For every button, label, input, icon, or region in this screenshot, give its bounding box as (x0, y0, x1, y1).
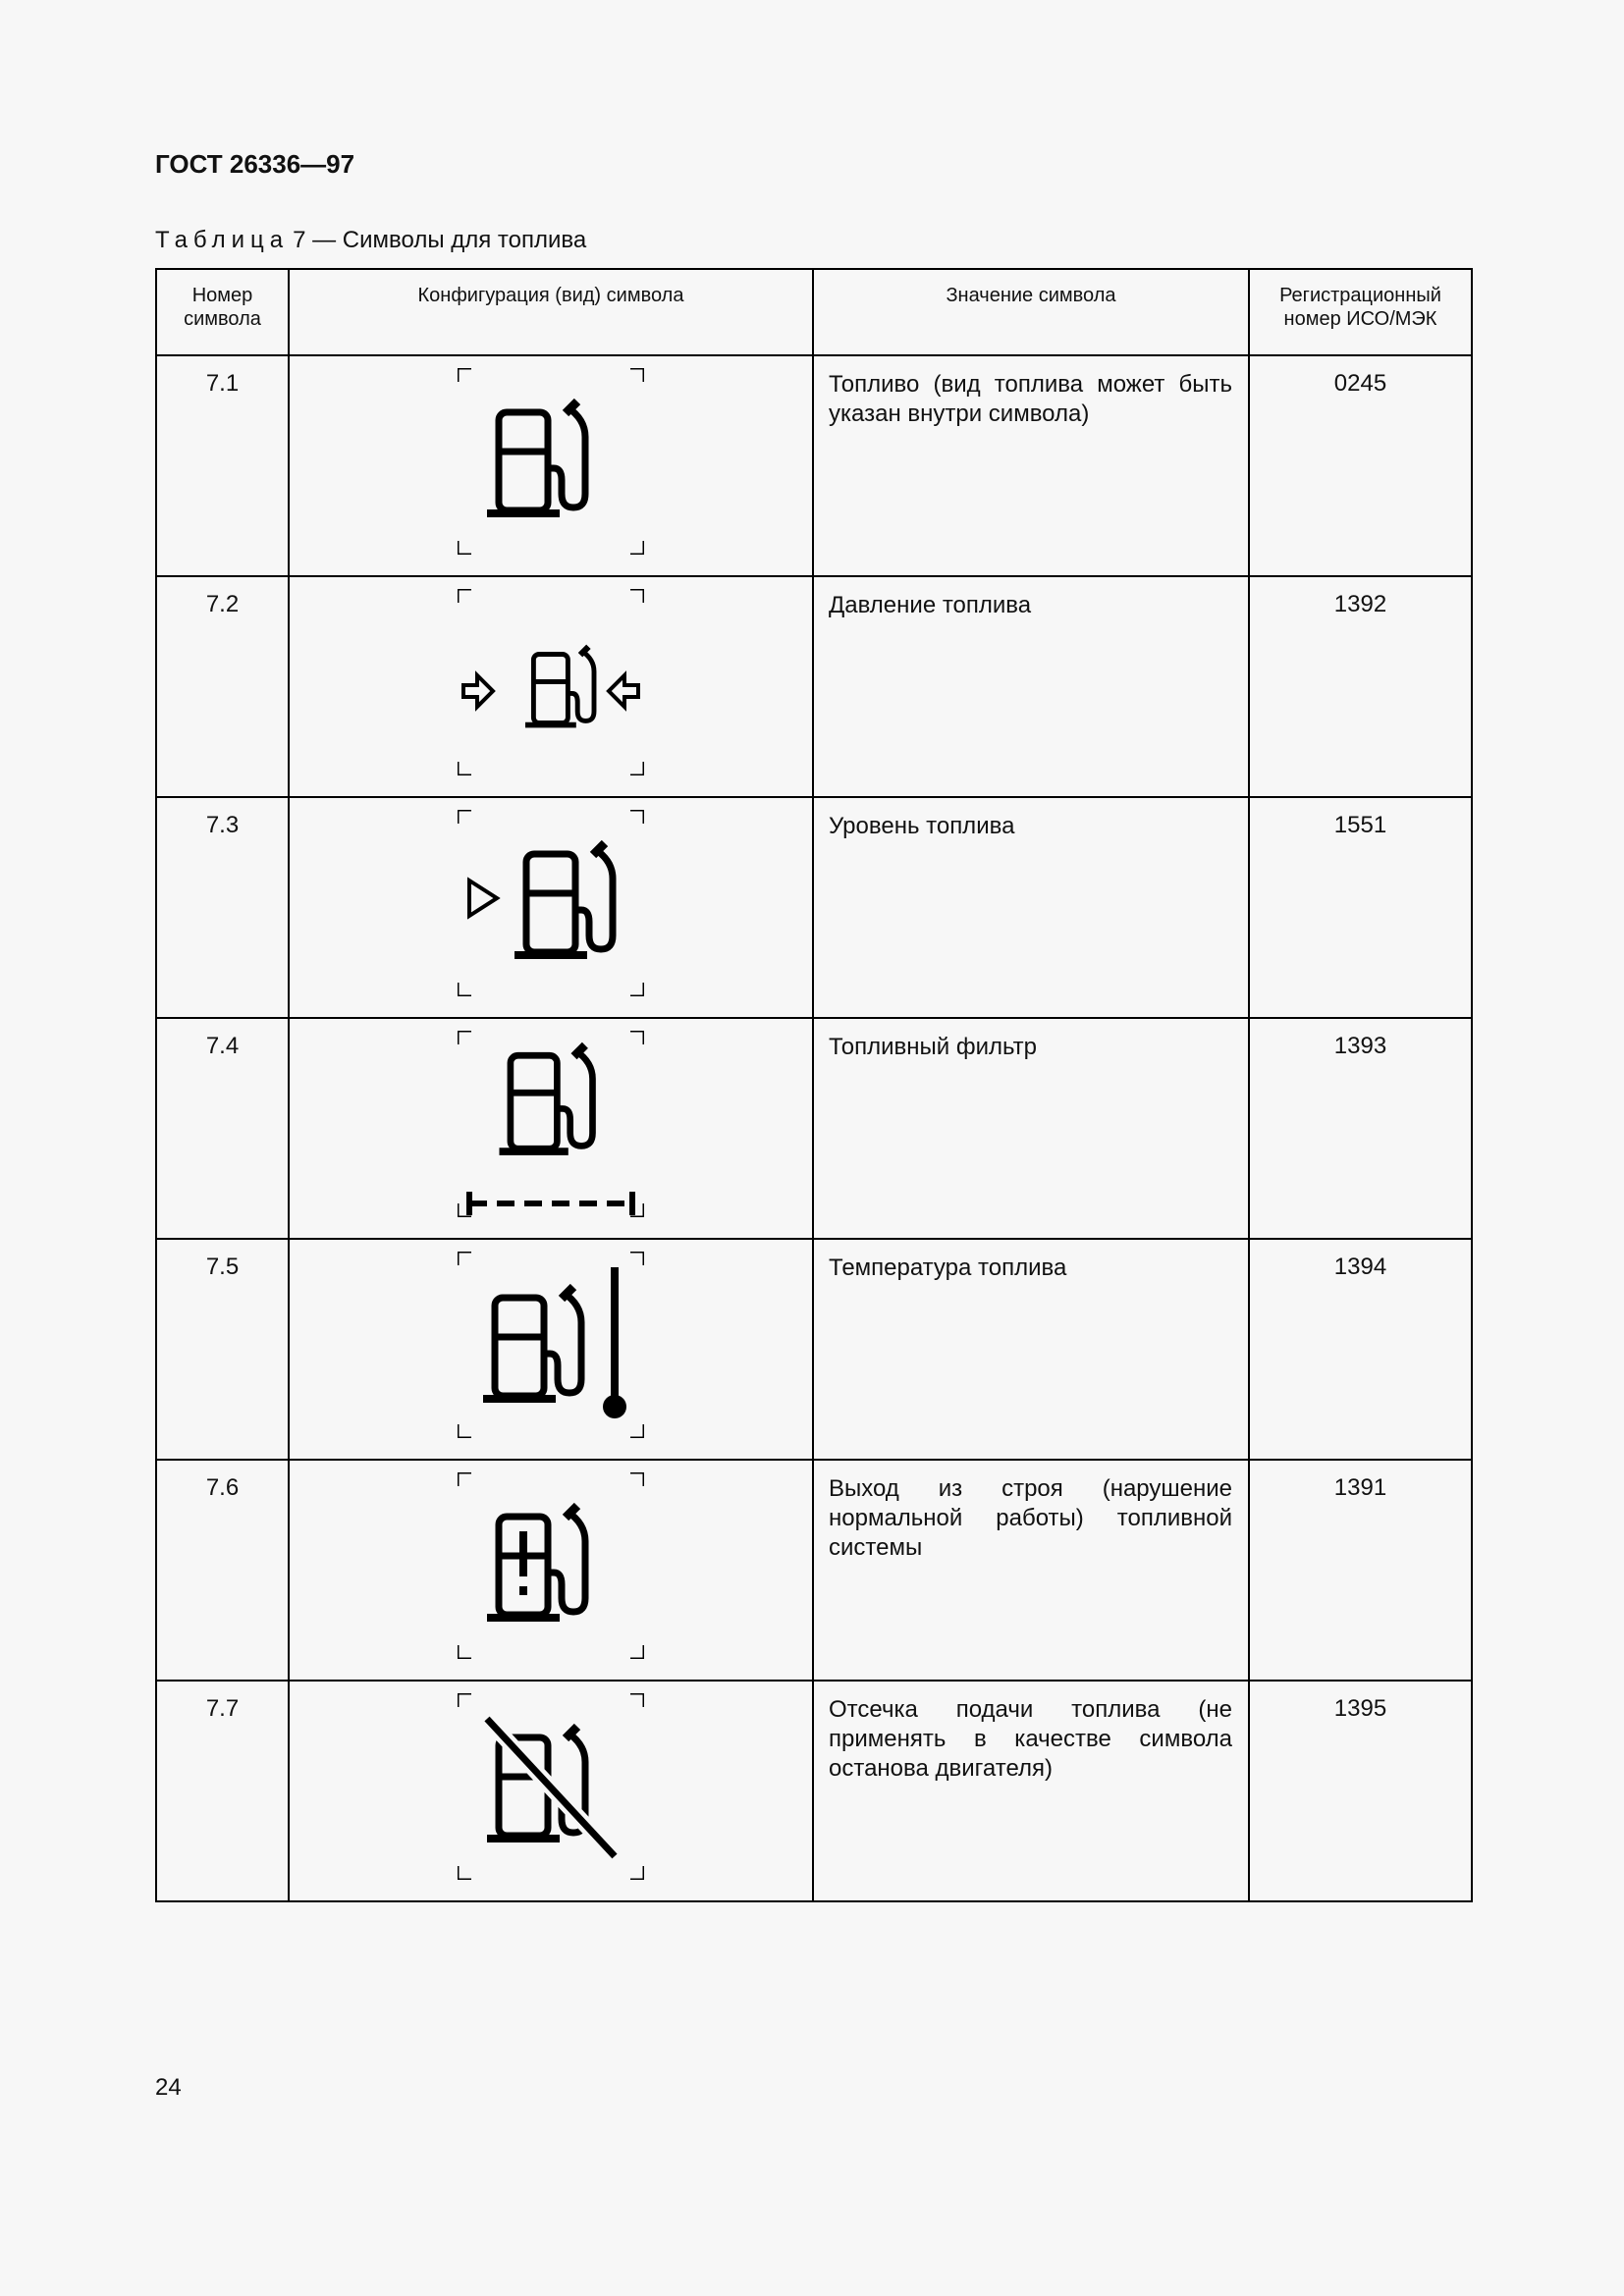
symbol-meaning: Температура топлива (813, 1239, 1249, 1460)
registration-number: 1551 (1249, 797, 1472, 1018)
page-number: 24 (155, 2074, 182, 2101)
fuel-temperature-icon (458, 1252, 644, 1438)
table-caption (155, 227, 586, 254)
symbol-meaning: Топливо (вид топлива может быть указан внутри символа) (813, 355, 1249, 576)
table-row (156, 1681, 1472, 1901)
symbol-figure (289, 1239, 813, 1460)
registration-number: 1392 (1249, 576, 1472, 797)
symbol-figure (289, 1681, 813, 1901)
header-registration: Регистрационный номер ИСО/МЭК (1249, 269, 1472, 355)
symbol-figure (289, 576, 813, 797)
table-caption-text: 7 — Символы для топлива (293, 227, 587, 253)
table-row (156, 576, 1472, 797)
fuel-filter-icon (458, 1031, 644, 1217)
fuel-system-failure-icon (458, 1472, 644, 1659)
symbol-meaning: Отсечка подачи топлива (не применять в качестве символа останова двигателя) (813, 1681, 1249, 1901)
table-row (156, 1018, 1472, 1239)
fuel-symbols-table (155, 268, 1473, 1902)
header-number: Номер символа (156, 269, 289, 355)
fuel-level-icon (458, 810, 644, 996)
symbol-figure (289, 355, 813, 576)
registration-number: 1391 (1249, 1460, 1472, 1681)
table-caption-word: Таблица (155, 227, 290, 253)
fuel-pump-icon (458, 368, 644, 555)
table-row (156, 1239, 1472, 1460)
symbol-figure (289, 797, 813, 1018)
symbol-figure (289, 1018, 813, 1239)
symbol-meaning: Давление топлива (813, 576, 1249, 797)
symbol-number: 7.2 (156, 576, 289, 797)
symbol-number: 7.5 (156, 1239, 289, 1460)
symbol-meaning: Выход из строя (нарушение нормальной работы) топливной системы (813, 1460, 1249, 1681)
document-code: ГОСТ 26336—97 (155, 149, 355, 179)
symbol-meaning: Топливный фильтр (813, 1018, 1249, 1239)
fuel-pressure-icon (458, 589, 644, 775)
symbol-number: 7.4 (156, 1018, 289, 1239)
table-row (156, 1460, 1472, 1681)
table-row (156, 797, 1472, 1018)
registration-number: 1394 (1249, 1239, 1472, 1460)
registration-number: 1395 (1249, 1681, 1472, 1901)
header-meaning: Значение символа (813, 269, 1249, 355)
symbol-figure (289, 1460, 813, 1681)
symbol-number: 7.1 (156, 355, 289, 576)
table-header-row (156, 269, 1472, 355)
header-configuration: Конфигурация (вид) символа (289, 269, 813, 355)
fuel-shutoff-icon (458, 1693, 644, 1880)
symbol-number: 7.7 (156, 1681, 289, 1901)
symbol-meaning: Уровень топлива (813, 797, 1249, 1018)
symbol-number: 7.6 (156, 1460, 289, 1681)
registration-number: 0245 (1249, 355, 1472, 576)
symbol-number: 7.3 (156, 797, 289, 1018)
registration-number: 1393 (1249, 1018, 1472, 1239)
table-row (156, 355, 1472, 576)
